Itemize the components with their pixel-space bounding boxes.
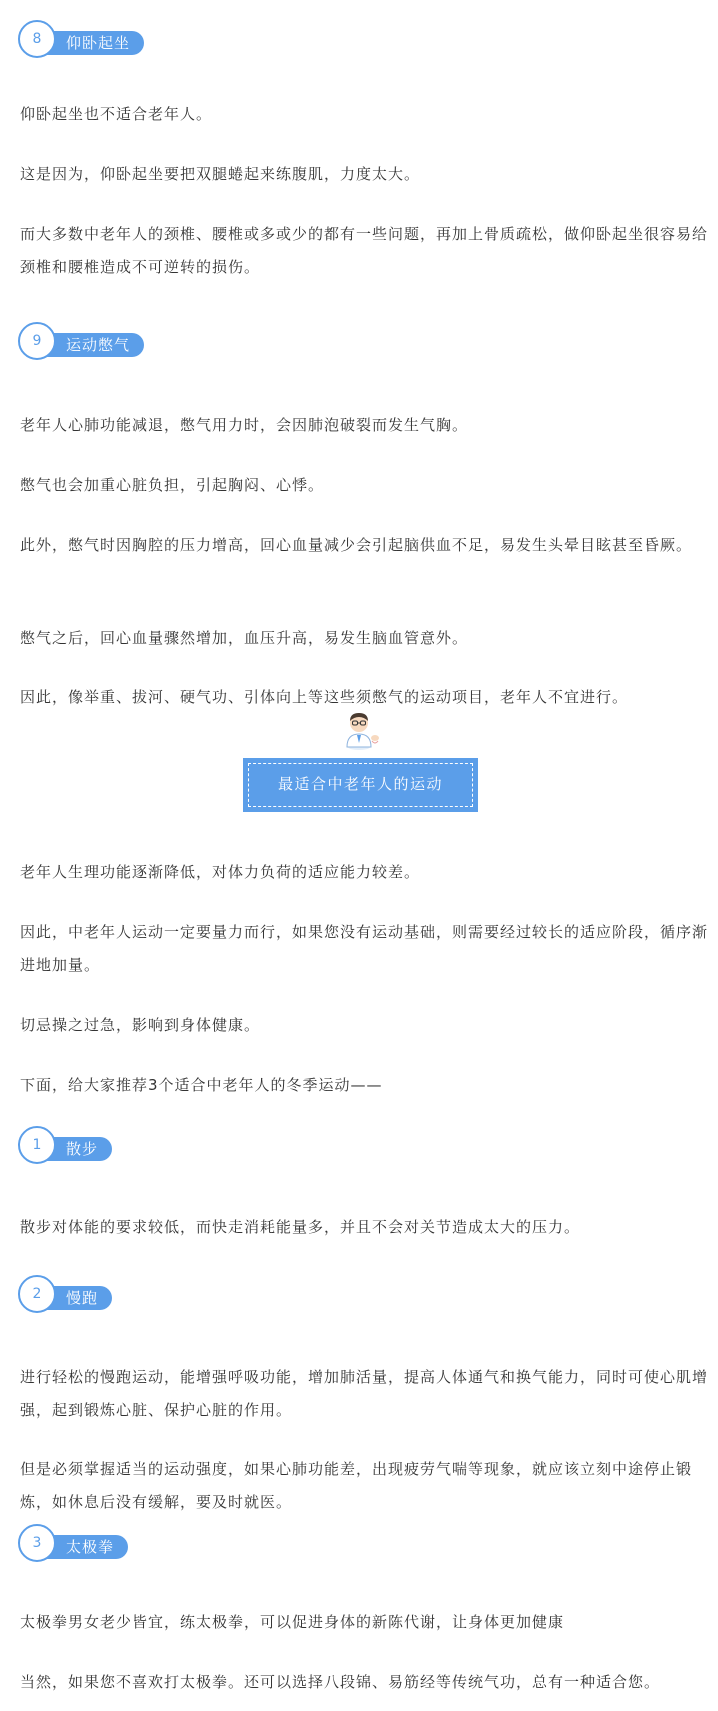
paragraph: 这是因为，仰卧起坐要把双腿蜷起来练腹肌，力度太大。 [20, 165, 421, 183]
paragraph: 而大多数中老年人的颈椎、腰椎或多或少的都有一些问题，再加上骨质疏松，做仰卧起坐很容易给颈椎和腰椎造成不可逆转的损伤。 [20, 225, 709, 276]
sport-title: 慢跑 [38, 1286, 112, 1310]
section-banner [243, 758, 478, 812]
paragraph: 因此，中老年人运动一定要量力而行，如果您没有运动基础，则需要经过较长的适应阶段，循序渐进地加量。 [20, 923, 709, 974]
paragraph: 仰卧起坐也不适合老年人。 [20, 105, 213, 123]
paragraph: 当然，如果您不喜欢打太极拳。还可以选择八段锦、易筋经等传统气功，总有一种适合您。 [20, 1673, 661, 1691]
paragraph: 憋气之后，回心血量骤然增加，血压升高，易发生脑血管意外。 [20, 629, 469, 647]
paragraph: 但是必须掌握适当的运动强度，如果心肺功能差，出现疲劳气喘等现象，就应该立刻中途停止锻炼，如休息后没有缓解，要及时就医。 [20, 1460, 693, 1511]
paragraph: 切忌操之过急，影响到身体健康。 [20, 1016, 261, 1034]
doctor-icon [338, 707, 382, 751]
sport-number: 2 [18, 1275, 56, 1313]
sport-title: 散步 [38, 1137, 112, 1161]
paragraph: 太极拳男女老少皆宜，练太极拳，可以促进身体的新陈代谢，让身体更加健康 [20, 1613, 565, 1631]
section-title: 仰卧起坐 [38, 31, 144, 55]
paragraph: 老年人心肺功能减退，憋气用力时，会因肺泡破裂而发生气胸。 [20, 416, 469, 434]
sport-number: 3 [18, 1524, 56, 1562]
section-number: 8 [18, 20, 56, 58]
paragraph: 此外，憋气时因胸腔的压力增高，回心血量减少会引起脑供血不足，易发生头晕目眩甚至昏厥。 [20, 536, 693, 554]
paragraph: 因此，像举重、拔河、硬气功、引体向上等这些须憋气的运动项目，老年人不宜进行。 [20, 688, 629, 706]
section-number: 9 [18, 322, 56, 360]
section-title: 运动憋气 [38, 333, 144, 357]
paragraph: 憋气也会加重心脏负担，引起胸闷、心悸。 [20, 476, 325, 494]
sport-number: 1 [18, 1126, 56, 1164]
banner-title: 最适合中老年人的运动 [248, 763, 473, 807]
paragraph: 老年人生理功能逐渐降低，对体力负荷的适应能力较差。 [20, 863, 421, 881]
paragraph: 散步对体能的要求较低，而快走消耗能量多，并且不会对关节造成太大的压力。 [20, 1218, 581, 1236]
paragraph: 进行轻松的慢跑运动，能增强呼吸功能，增加肺活量，提高人体通气和换气能力，同时可使心肌增强，起到锻炼心脏、保护心脏的作用。 [20, 1368, 709, 1419]
sport-title: 太极拳 [38, 1535, 128, 1559]
paragraph: 下面，给大家推荐3个适合中老年人的冬季运动—— [20, 1076, 383, 1094]
